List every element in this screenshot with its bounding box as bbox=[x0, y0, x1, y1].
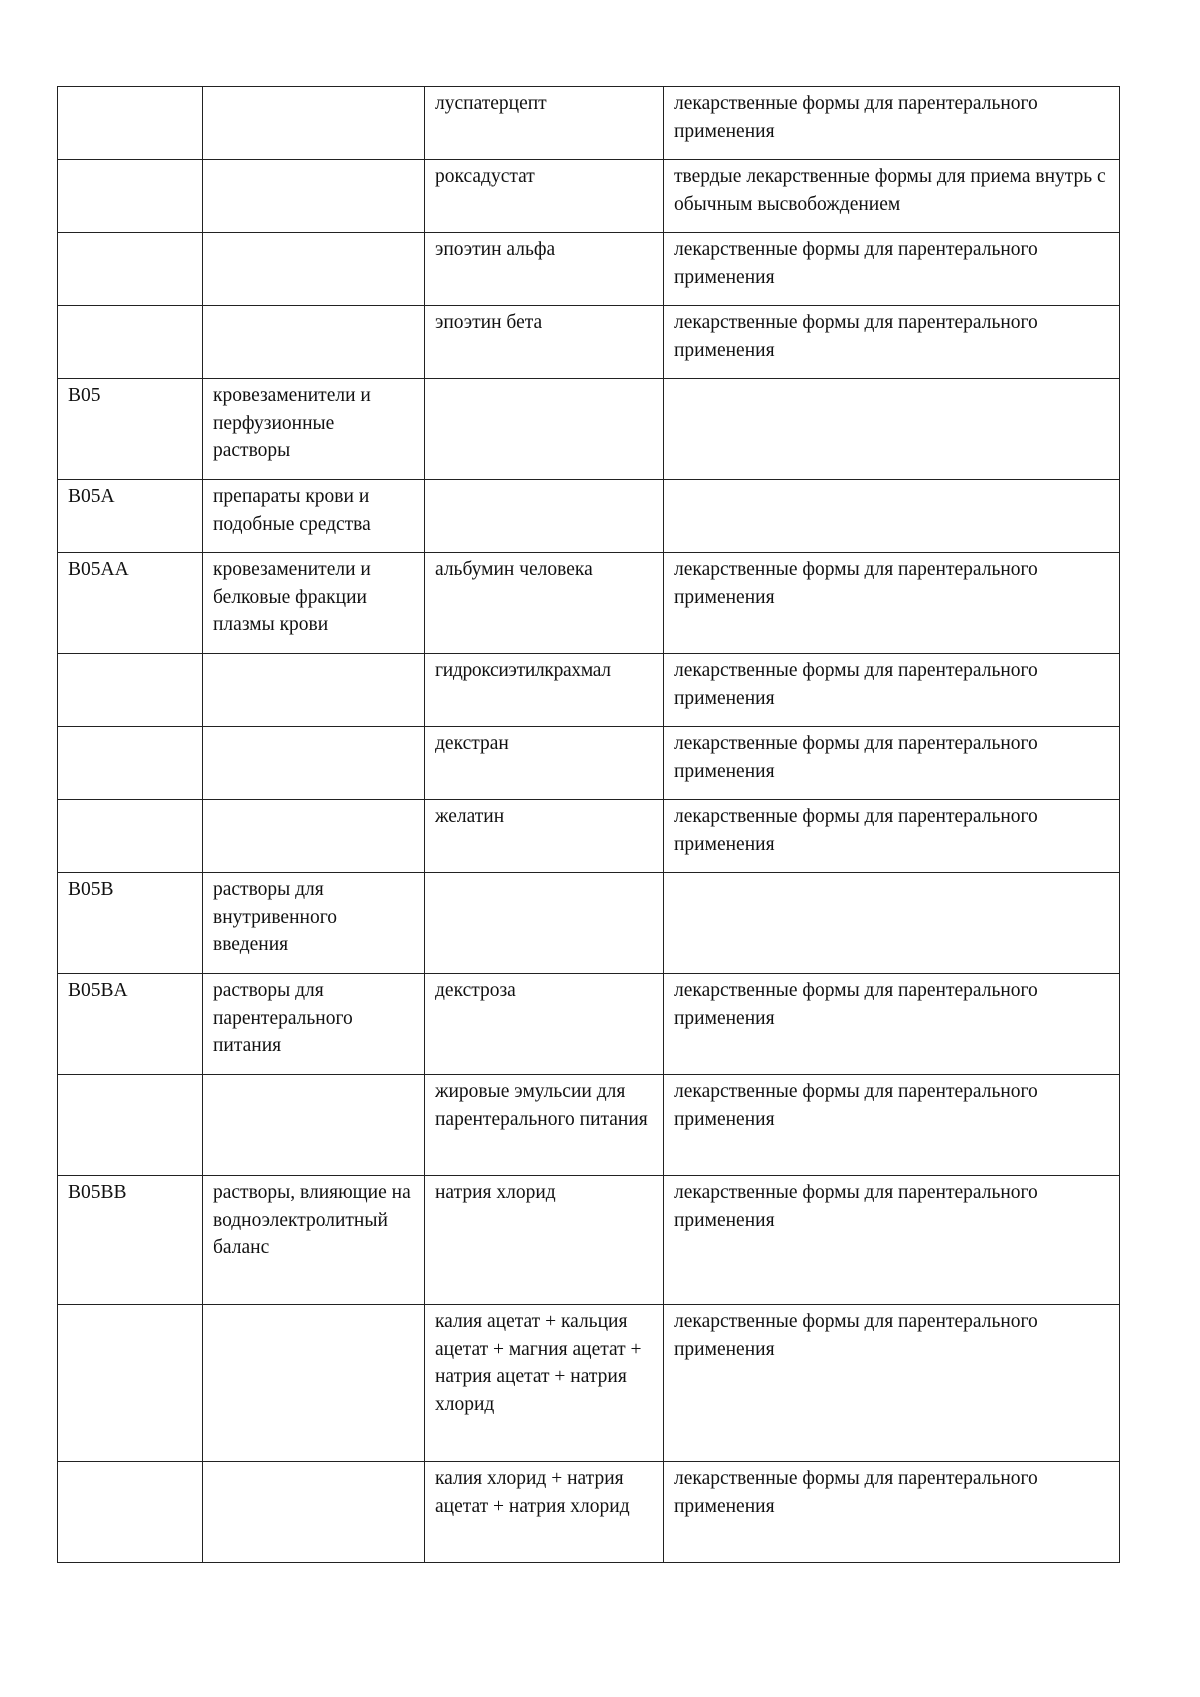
drug-name-cell: декстроза bbox=[425, 974, 664, 1075]
atc-code-cell bbox=[58, 1462, 203, 1563]
atc-code-cell bbox=[58, 654, 203, 727]
dosage-form-cell: лекарственные формы для парентерального применения bbox=[664, 727, 1120, 800]
table-row bbox=[58, 379, 1120, 480]
atc-code-cell: B05AA bbox=[58, 553, 203, 654]
table-row bbox=[58, 654, 1120, 727]
group-name-cell: растворы, влияющие на водноэлектролитный баланс bbox=[203, 1176, 425, 1305]
drug-name-cell bbox=[425, 873, 664, 974]
dosage-form-cell: лекарственные формы для парентерального применения bbox=[664, 1462, 1120, 1563]
table-row bbox=[58, 480, 1120, 553]
drug-name-cell: натрия хлорид bbox=[425, 1176, 664, 1305]
drug-name-cell: желатин bbox=[425, 800, 664, 873]
atc-code-cell: B05BB bbox=[58, 1176, 203, 1305]
dosage-form-cell: лекарственные формы для парентерального применения bbox=[664, 974, 1120, 1075]
drug-name-cell: луспатерцепт bbox=[425, 87, 664, 160]
dosage-form-cell: лекарственные формы для парентерального применения bbox=[664, 1075, 1120, 1176]
dosage-form-cell: лекарственные формы для парентерального применения bbox=[664, 87, 1120, 160]
drug-name-cell: декстран bbox=[425, 727, 664, 800]
dosage-form-cell: лекарственные формы для парентерального применения bbox=[664, 1176, 1120, 1305]
atc-code-cell: B05B bbox=[58, 873, 203, 974]
table-row bbox=[58, 974, 1120, 1075]
group-name-cell bbox=[203, 654, 425, 727]
dosage-form-cell: лекарственные формы для парентерального применения bbox=[664, 654, 1120, 727]
group-name-cell bbox=[203, 306, 425, 379]
table-row bbox=[58, 160, 1120, 233]
dosage-form-cell: твердые лекарственные формы для приема внутрь с обычным высвобождением bbox=[664, 160, 1120, 233]
atc-code-cell bbox=[58, 727, 203, 800]
drug-name-cell: альбумин человека bbox=[425, 553, 664, 654]
group-name-cell bbox=[203, 1305, 425, 1462]
drug-name-cell: эпоэтин бета bbox=[425, 306, 664, 379]
drug-name-cell: калия хлорид + натрия ацетат + натрия хлорид bbox=[425, 1462, 664, 1563]
group-name-cell bbox=[203, 800, 425, 873]
dosage-form-cell: лекарственные формы для парентерального применения bbox=[664, 1305, 1120, 1462]
group-name-cell: кровезаменители и перфузионные растворы bbox=[203, 379, 425, 480]
atc-code-cell: B05BA bbox=[58, 974, 203, 1075]
atc-code-cell bbox=[58, 160, 203, 233]
atc-code-cell bbox=[58, 233, 203, 306]
drug-classification-table bbox=[57, 86, 1120, 1563]
group-name-cell: кровезаменители и белковые фракции плазмы крови bbox=[203, 553, 425, 654]
table-row bbox=[58, 873, 1120, 974]
atc-code-cell bbox=[58, 800, 203, 873]
atc-code-cell bbox=[58, 1305, 203, 1462]
group-name-cell: растворы для парентерального питания bbox=[203, 974, 425, 1075]
group-name-cell bbox=[203, 1462, 425, 1563]
atc-code-cell: B05A bbox=[58, 480, 203, 553]
drug-name-cell: роксадустат bbox=[425, 160, 664, 233]
group-name-cell bbox=[203, 87, 425, 160]
table-row bbox=[58, 553, 1120, 654]
table-row bbox=[58, 1305, 1120, 1462]
dosage-form-cell: лекарственные формы для парентерального применения bbox=[664, 233, 1120, 306]
dosage-form-cell: лекарственные формы для парентерального применения bbox=[664, 800, 1120, 873]
atc-code-cell: B05 bbox=[58, 379, 203, 480]
dosage-form-cell bbox=[664, 379, 1120, 480]
table-row bbox=[58, 1176, 1120, 1305]
dosage-form-cell: лекарственные формы для парентерального применения bbox=[664, 306, 1120, 379]
group-name-cell bbox=[203, 233, 425, 306]
table-row bbox=[58, 233, 1120, 306]
table-row bbox=[58, 87, 1120, 160]
table-row bbox=[58, 1075, 1120, 1176]
dosage-form-cell: лекарственные формы для парентерального применения bbox=[664, 553, 1120, 654]
table-row bbox=[58, 727, 1120, 800]
drug-name-cell bbox=[425, 480, 664, 553]
drug-name-cell: жировые эмульсии для парентерального питания bbox=[425, 1075, 664, 1176]
group-name-cell: растворы для внутривенного введения bbox=[203, 873, 425, 974]
group-name-cell bbox=[203, 727, 425, 800]
dosage-form-cell bbox=[664, 873, 1120, 974]
table-row bbox=[58, 306, 1120, 379]
dosage-form-cell bbox=[664, 480, 1120, 553]
atc-code-cell bbox=[58, 306, 203, 379]
group-name-cell: препараты крови и подобные средства bbox=[203, 480, 425, 553]
drug-name-cell: эпоэтин альфа bbox=[425, 233, 664, 306]
drug-name-cell: гидроксиэтилкрахмал bbox=[425, 654, 664, 727]
drug-name-cell bbox=[425, 379, 664, 480]
drug-name-cell: калия ацетат + кальция ацетат + магния ацетат + натрия ацетат + натрия хлорид bbox=[425, 1305, 664, 1462]
table-row bbox=[58, 1462, 1120, 1563]
atc-code-cell bbox=[58, 1075, 203, 1176]
group-name-cell bbox=[203, 160, 425, 233]
table-row bbox=[58, 800, 1120, 873]
group-name-cell bbox=[203, 1075, 425, 1176]
atc-code-cell bbox=[58, 87, 203, 160]
